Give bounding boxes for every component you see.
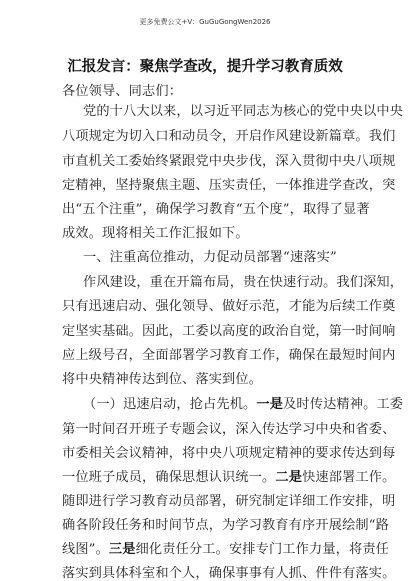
paragraph-line: 只有迅速启动、强化领导、做好示范，才能为后续工作奠: [62, 299, 396, 314]
paragraph-line: 确各阶段任务和时间节点，为学习教育有序开展绘制“路: [62, 518, 389, 533]
point-text: 线图”。: [62, 542, 109, 557]
point-text: 细化责任分工。安排专门工作力量，将责任: [135, 542, 390, 557]
point-text: 及时传达精神。工委: [283, 397, 404, 412]
paragraph-line: 出“五个注重”，确保学习教育“五个度”，取得了显著: [62, 202, 370, 217]
paragraph-line: 成效。现将相关工作汇报如下。: [62, 226, 249, 241]
paragraph-line: 作风建设，重在开篇布局，贵在快速行动。我们深知，: [83, 275, 404, 290]
paragraph-line: 党的十八大以来，以习近平同志为核心的党中央以中央: [83, 104, 404, 119]
paragraph-line: 第一时间召开班子专题会议，深入传达学习中央和省委、: [62, 422, 396, 437]
paragraph-line: [62, 466, 395, 485]
point-marker: 三是: [108, 542, 136, 557]
paragraph-line: [83, 393, 403, 412]
salutation: 各位领导、同志们：: [62, 84, 183, 99]
paragraph-line: 市委相关会议精神，将中央八项规定精神的要求传达到每: [62, 446, 396, 461]
point-marker: 一是: [256, 397, 284, 412]
document-title: 汇报发言：聚焦学查改，提升学习教育质效: [67, 58, 343, 75]
point-marker: 二是: [275, 470, 303, 485]
paragraph-line: 应上级号召，全面部署学习教育工作，确保在最短时间内: [62, 348, 396, 363]
paragraph-line: [62, 538, 389, 557]
paragraph-line: 市直机关工委始终紧跟党中央步伐，深入贯彻中央八项规: [62, 154, 396, 169]
paragraph-line: 将中央精神传达到位、落实到位。: [62, 372, 263, 387]
paragraph-line: 定坚实基础。因此，工委以高度的政治自觉，第一时间响: [62, 324, 396, 339]
paragraph-line: 落实到具体科室和个人，确保事事有人抓、件件有落实。: [62, 566, 396, 581]
paragraph-line: 八项规定为切入口和动员令，开启作风建设新篇章。我们: [62, 129, 396, 144]
paragraph-line: 随即进行学习教育动员部署，研究制定详细工作安排，明: [62, 494, 396, 509]
section-heading: 一、注重高位推动，力促动员部署“速落实”: [83, 250, 337, 265]
header-note: 更多免费公文+V：GuGuGongWen2026: [139, 18, 271, 26]
point-text: 快速部署工作。: [302, 470, 396, 485]
paragraph-line: 定精神，坚持聚焦主题、压实责任，一体推进学查改，突: [62, 178, 396, 193]
point-text: 一位班子成员，确保思想认识统一。: [62, 470, 276, 485]
subsection-heading: （一）迅速启动，抢占先机。: [83, 397, 257, 412]
